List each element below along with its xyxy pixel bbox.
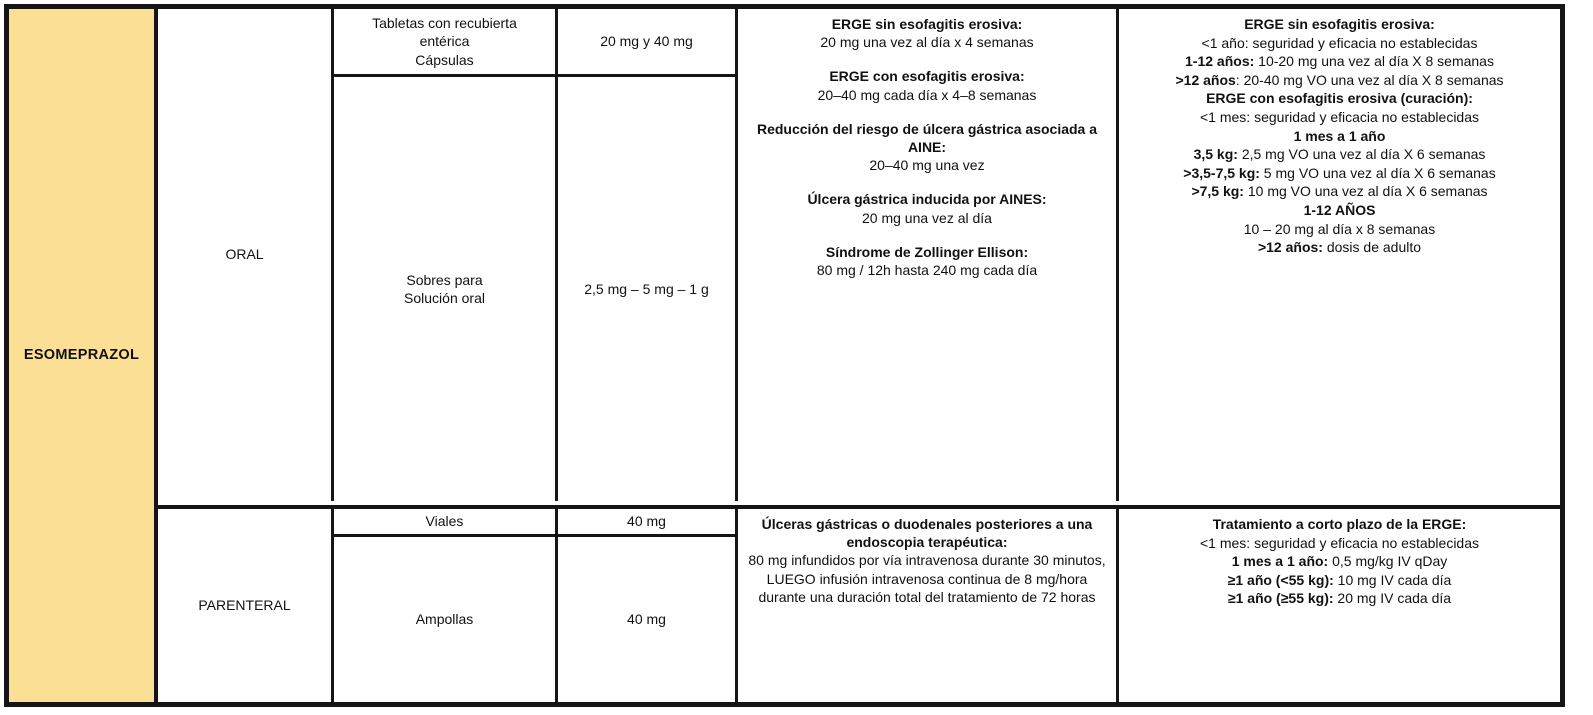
indication-detail: 20–40 mg una vez bbox=[869, 157, 985, 174]
pediatric-line bbox=[1129, 71, 1550, 90]
adult-dosing-cell-oral bbox=[738, 9, 1119, 501]
pediatric-line bbox=[1129, 552, 1550, 571]
indication-group bbox=[746, 588, 1108, 606]
pediatric-line bbox=[1129, 108, 1550, 127]
route-label-cell-parenteral bbox=[158, 509, 334, 702]
pediatric-line-label: >12 años bbox=[1175, 71, 1236, 88]
presentation-cell-parenteral bbox=[558, 509, 738, 702]
form-tabletas-line2: entérica bbox=[419, 33, 470, 50]
pediatric-line-label: 1-12 años: bbox=[1185, 53, 1255, 70]
indication-spacer bbox=[746, 227, 1108, 243]
drug-name-cell bbox=[9, 9, 158, 702]
indication-spacer bbox=[746, 51, 1108, 67]
pediatric-indications-oral bbox=[1129, 15, 1550, 257]
route-row-parenteral bbox=[158, 505, 1560, 702]
pediatric-line: ERGE sin esofagitis erosiva: bbox=[1244, 16, 1435, 32]
pediatric-dosing-cell-parenteral bbox=[1119, 509, 1560, 702]
form-sobres-line2: Solución oral bbox=[404, 290, 485, 306]
pediatric-line bbox=[1129, 52, 1550, 71]
pediatric-line: Tratamiento a corto plazo de la ERGE: bbox=[1212, 516, 1467, 532]
pediatric-line bbox=[1129, 534, 1550, 553]
indication-spacer bbox=[746, 174, 1108, 190]
indication-group bbox=[746, 515, 1108, 570]
pediatric-line: ERGE con esofagitis erosiva (curación): bbox=[1206, 90, 1473, 107]
form-sobres-line1: Sobres para bbox=[406, 271, 483, 288]
presentation-viales: 40 mg bbox=[558, 509, 735, 537]
form-tabletas-line1: Tabletas con recubierta bbox=[372, 14, 517, 31]
indication-group bbox=[746, 15, 1108, 51]
pediatric-line-value: <1 mes: seguridad y eficacia no establecidas bbox=[1200, 534, 1479, 551]
pediatric-line-value: 10-20 mg una vez al día X 8 semanas bbox=[1254, 53, 1494, 70]
indication-detail: durante una duración total del tratamiento de 72 horas bbox=[758, 588, 1096, 605]
presentation-ampollas: 40 mg bbox=[627, 611, 666, 628]
pediatric-line-value: 2,5 mg VO una vez al día X 6 semanas bbox=[1237, 146, 1486, 163]
pediatric-line bbox=[1129, 238, 1550, 257]
route-label-oral: ORAL bbox=[225, 246, 264, 263]
indication-heading: Úlceras gástricas o duodenales posteriores a una endoscopia terapéutica: bbox=[761, 516, 1093, 551]
presentation-cell-oral bbox=[558, 9, 738, 501]
pediatric-line bbox=[1129, 164, 1550, 183]
indication-detail: 20 mg una vez al día bbox=[862, 209, 992, 226]
pediatric-indications-parenteral bbox=[1129, 515, 1550, 608]
form-tabletas-text bbox=[372, 14, 517, 69]
pediatric-line-value: 20 mg IV cada día bbox=[1333, 590, 1452, 607]
pediatric-line bbox=[1129, 182, 1550, 201]
table-frame bbox=[4, 4, 1565, 707]
pediatric-line-value: <1 mes: seguridad y eficacia no establecidas bbox=[1200, 109, 1479, 126]
pediatric-line bbox=[1129, 589, 1550, 608]
form-cell-tabletas bbox=[334, 9, 555, 77]
adult-dosing-cell-parenteral bbox=[738, 509, 1119, 702]
pediatric-line-value: : 20-40 mg VO una vez al día X 8 semanas bbox=[1235, 71, 1504, 88]
presentation-tabletas: 20 mg y 40 mg bbox=[558, 9, 735, 77]
adult-indications-parenteral bbox=[746, 515, 1108, 606]
pediatric-line-label: 1 mes a 1 año: bbox=[1231, 553, 1329, 570]
indication-heading: Síndrome de Zollinger Ellison: bbox=[825, 243, 1029, 260]
indication-detail: LUEGO infusión intravenosa continua de 8 mg/hora bbox=[766, 570, 1088, 587]
pediatric-line bbox=[1129, 220, 1550, 239]
form-cell-ampollas: Ampollas bbox=[415, 611, 474, 628]
forms-cell-oral bbox=[334, 9, 558, 501]
route-label-cell-oral bbox=[158, 9, 334, 501]
indication-group bbox=[746, 570, 1108, 588]
form-sobres-text bbox=[404, 271, 485, 308]
indication-heading: Úlcera gástrica inducida por AINES: bbox=[807, 191, 1047, 208]
indication-group bbox=[746, 120, 1108, 175]
indication-detail: 80 mg / 12h hasta 240 mg cada día bbox=[816, 261, 1038, 278]
indication-group bbox=[746, 190, 1108, 226]
pediatric-line-value: 0,5 mg/kg IV qDay bbox=[1328, 553, 1448, 570]
form-tabletas-line3: Cápsulas bbox=[415, 51, 474, 68]
route-row-oral bbox=[158, 9, 1560, 501]
pediatric-line-label: >7,5 kg: bbox=[1191, 183, 1244, 200]
indication-detail: 20 mg una vez al día x 4 semanas bbox=[820, 34, 1034, 51]
indication-group bbox=[746, 67, 1108, 103]
pediatric-line bbox=[1129, 34, 1550, 53]
pediatric-line-value: 5 mg VO una vez al día X 6 semanas bbox=[1259, 164, 1496, 181]
pediatric-line: 1-12 AÑOS bbox=[1303, 202, 1376, 219]
route-label-parenteral: PARENTERAL bbox=[198, 596, 291, 613]
pediatric-line-value: dosis de adulto bbox=[1322, 239, 1422, 256]
indication-heading: Reducción del riesgo de úlcera gástrica asociada a AINE: bbox=[756, 120, 1098, 155]
pediatric-line-value: 10 mg VO una vez al día X 6 semanas bbox=[1243, 183, 1488, 200]
pediatric-line-value: 10 mg IV cada día bbox=[1333, 571, 1452, 588]
pediatric-line-value: <1 año: seguridad y eficacia no establecidas bbox=[1201, 34, 1478, 51]
pediatric-line-value: 10 – 20 mg al día x 8 semanas bbox=[1243, 220, 1436, 237]
form-cell-sobres bbox=[334, 77, 555, 501]
adult-indications-oral bbox=[746, 15, 1108, 279]
drug-name-label: ESOMEPRAZOL bbox=[23, 346, 140, 363]
indication-detail: 80 mg infundidos por vía intravenosa durante 30 minutos, bbox=[748, 552, 1106, 569]
pediatric-line-label: 3,5 kg: bbox=[1193, 146, 1238, 163]
indication-group bbox=[746, 243, 1108, 279]
pediatric-line-label: >3,5-7,5 kg: bbox=[1183, 164, 1260, 181]
pediatric-line: 1 mes a 1 año bbox=[1293, 127, 1386, 144]
forms-cell-parenteral bbox=[334, 509, 558, 702]
indication-heading: ERGE sin esofagitis erosiva: bbox=[831, 16, 1023, 32]
pediatric-line-label: ≥1 año (≥55 kg): bbox=[1227, 590, 1334, 607]
indication-spacer bbox=[746, 104, 1108, 120]
pediatric-line-label: ≥1 año (<55 kg): bbox=[1227, 571, 1334, 588]
indication-detail: 20–40 mg cada día x 4–8 semanas bbox=[817, 86, 1037, 103]
pediatric-dosing-cell-oral bbox=[1119, 9, 1560, 501]
form-cell-viales: Viales bbox=[334, 509, 555, 537]
pediatric-line bbox=[1129, 571, 1550, 590]
indication-heading: ERGE con esofagitis erosiva: bbox=[829, 68, 1025, 85]
pediatric-line-label: >12 años: bbox=[1257, 239, 1323, 256]
pediatric-line bbox=[1129, 145, 1550, 164]
table-body bbox=[158, 9, 1560, 702]
presentation-sobres: 2,5 mg – 5 mg – 1 g bbox=[584, 280, 709, 297]
